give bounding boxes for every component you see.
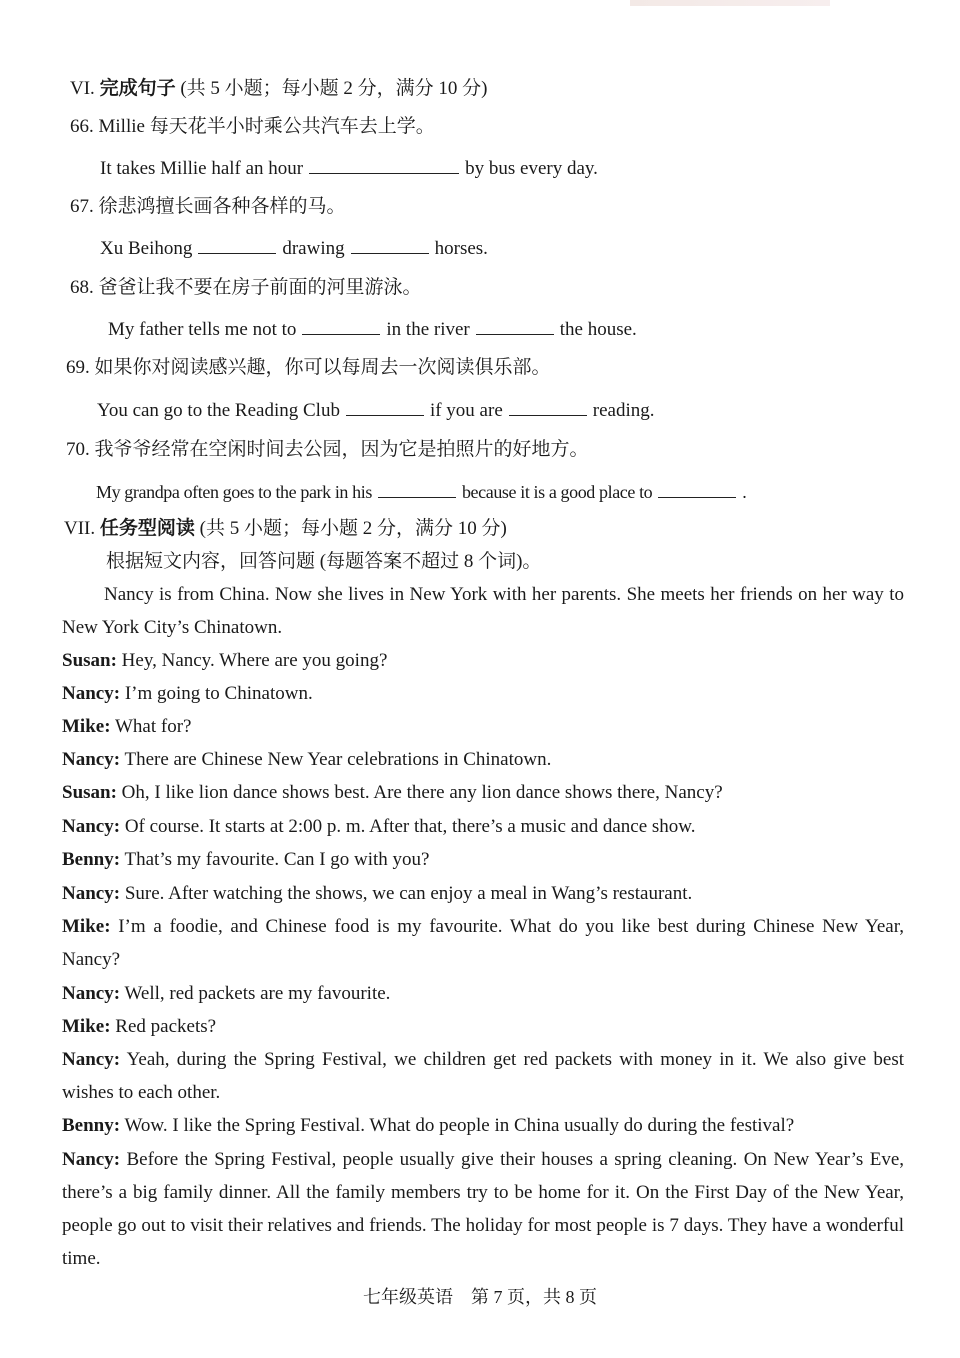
dialogue-text: Well, red packets are my favourite.	[124, 983, 391, 1004]
dialogue-text: I’m a foodie, and Chinese food is my favourite. What do you like best during Chinese New Year, Nancy?	[62, 916, 905, 970]
speaker-name: Nancy:	[62, 1149, 121, 1170]
english-part: the house.	[559, 319, 637, 340]
answer-blank[interactable]	[309, 155, 459, 174]
dialogue-line	[62, 843, 904, 876]
dialogue-text: What for?	[114, 716, 192, 737]
question-67-english	[100, 235, 488, 261]
english-part: You can go to the Reading Club	[97, 400, 340, 421]
question-70-chinese	[66, 438, 589, 462]
dialogue-line	[62, 1043, 904, 1109]
speaker-name: Mike:	[62, 916, 111, 937]
page-footer: 七年级英语 第 7 页，共 8 页	[363, 1287, 597, 1307]
chinese-sentence: 爸爸让我不要在房子前面的河里游泳。	[98, 277, 422, 298]
dialogue-line	[62, 1010, 904, 1043]
answer-blank[interactable]	[509, 397, 587, 416]
english-part: by bus every day.	[465, 158, 598, 179]
section-6-note: (共 5 小题；每小题 2 分，满分 10 分)	[180, 78, 488, 99]
dialogue-line	[62, 810, 904, 843]
speaker-name: Mike:	[62, 716, 111, 737]
section-6-number: VI.	[70, 78, 95, 99]
english-part: if you are	[429, 400, 503, 421]
question-66-english	[100, 155, 598, 181]
section-7-number: VII.	[64, 518, 96, 539]
chinese-sentence: 如果你对阅读感兴趣，你可以每周去一次阅读俱乐部。	[94, 357, 551, 378]
english-part: reading.	[592, 400, 655, 421]
question-66-chinese	[70, 115, 435, 139]
question-67-chinese	[70, 195, 346, 219]
passage-intro: Nancy is from China. Now she lives in New York with her parents. She meets her friends on her way to New York City’s Chinatown.	[62, 584, 904, 638]
speaker-name: Mike:	[62, 1016, 111, 1037]
section-6-heading	[70, 77, 487, 101]
question-number: 70.	[66, 439, 90, 460]
english-part: horses.	[434, 238, 488, 259]
speaker-name: Benny:	[62, 1115, 121, 1136]
speaker-name: Nancy:	[62, 683, 121, 704]
dialogue-text: Yeah, during the Spring Festival, we children get red packets with money in it. We also give best wishes to each other.	[62, 1049, 904, 1103]
dialogue-line	[62, 977, 904, 1010]
dialogue-text: There are Chinese New Year celebrations in Chinatown.	[124, 749, 552, 770]
section-7-title: 任务型阅读	[99, 518, 195, 539]
dialogue-line	[62, 743, 904, 776]
english-part: Xu Beihong	[100, 238, 193, 259]
dialogue-text: Oh, I like lion dance shows best. Are there any lion dance shows there, Nancy?	[121, 782, 723, 803]
english-part: drawing	[282, 238, 345, 259]
chinese-sentence: 我爷爷经常在空闲时间去公园，因为它是拍照片的好地方。	[94, 439, 589, 460]
speaker-name: Nancy:	[62, 983, 121, 1004]
dialogue-line	[62, 877, 904, 910]
section-7-heading	[64, 517, 507, 541]
answer-blank[interactable]	[346, 397, 424, 416]
answer-blank[interactable]	[658, 479, 736, 498]
answer-blank[interactable]	[351, 235, 429, 254]
question-number: 66.	[70, 116, 94, 137]
chinese-sentence: 徐悲鸿擅长画各种各样的马。	[98, 196, 346, 217]
answer-blank[interactable]	[198, 235, 276, 254]
answer-blank[interactable]	[378, 479, 456, 498]
section-7-note: (共 5 小题；每小题 2 分，满分 10 分)	[199, 518, 507, 539]
speaker-name: Nancy:	[62, 816, 121, 837]
dialogue-line	[62, 644, 904, 677]
question-70-english	[96, 479, 746, 504]
speaker-name: Nancy:	[62, 749, 121, 770]
scan-mark	[630, 0, 830, 6]
question-68-chinese	[70, 276, 422, 300]
answer-blank[interactable]	[302, 316, 380, 335]
dialogue-line	[62, 1143, 904, 1275]
dialogue-text: Hey, Nancy. Where are you going?	[121, 650, 388, 671]
dialogue-text: Before the Spring Festival, people usually give their houses a spring cleaning. On New Year’s Eve, there’s a big family dinner. All the family members try to be home for it. On the First Day of the New Year, people go out to visit their relatives and friends. The holiday for most people is 7 days. They have a wonderful time.	[62, 1149, 905, 1269]
speaker-name: Benny:	[62, 849, 121, 870]
dialogue-line	[62, 776, 904, 809]
dialogue-line	[62, 677, 904, 710]
question-number: 69.	[66, 357, 90, 378]
dialogue-text: Sure. After watching the shows, we can enjoy a meal in Wang’s restaurant.	[124, 883, 693, 904]
question-number: 67.	[70, 196, 94, 217]
speaker-name: Susan:	[62, 650, 117, 671]
section-7-instruction: 根据短文内容，回答问题 (每题答案不超过 8 个词)。	[106, 551, 542, 572]
dialogue-line	[62, 710, 904, 743]
dialogue-text: Red packets?	[115, 1016, 217, 1037]
dialogue-line	[62, 1109, 904, 1142]
english-part: in the river	[386, 319, 470, 340]
dialogue-text: I’m going to Chinatown.	[124, 683, 313, 704]
speaker-name: Nancy:	[62, 1049, 121, 1070]
english-part: .	[742, 482, 747, 502]
english-part: because it is a good place to	[461, 482, 653, 502]
dialogue-text: Of course. It starts at 2:00 p. m. After that, there’s a music and dance show.	[124, 816, 696, 837]
english-part: My father tells me not to	[108, 319, 297, 340]
section-6-title: 完成句子	[99, 78, 176, 99]
speaker-name: Nancy:	[62, 883, 121, 904]
dialogue-text: That’s my favourite. Can I go with you?	[124, 849, 430, 870]
speaker-name: Susan:	[62, 782, 117, 803]
question-69-english	[97, 397, 655, 423]
english-part: My grandpa often goes to the park in his	[96, 482, 372, 502]
question-68-english	[108, 316, 637, 342]
dialogue-text: Wow. I like the Spring Festival. What do people in China usually do during the festival?	[124, 1115, 795, 1136]
answer-blank[interactable]	[476, 316, 554, 335]
english-part: It takes Millie half an hour	[100, 158, 304, 179]
question-69-chinese	[66, 356, 551, 380]
chinese-sentence: Millie 每天花半小时乘公共汽车去上学。	[98, 116, 435, 137]
dialogue-line	[62, 910, 904, 976]
question-number: 68.	[70, 277, 94, 298]
